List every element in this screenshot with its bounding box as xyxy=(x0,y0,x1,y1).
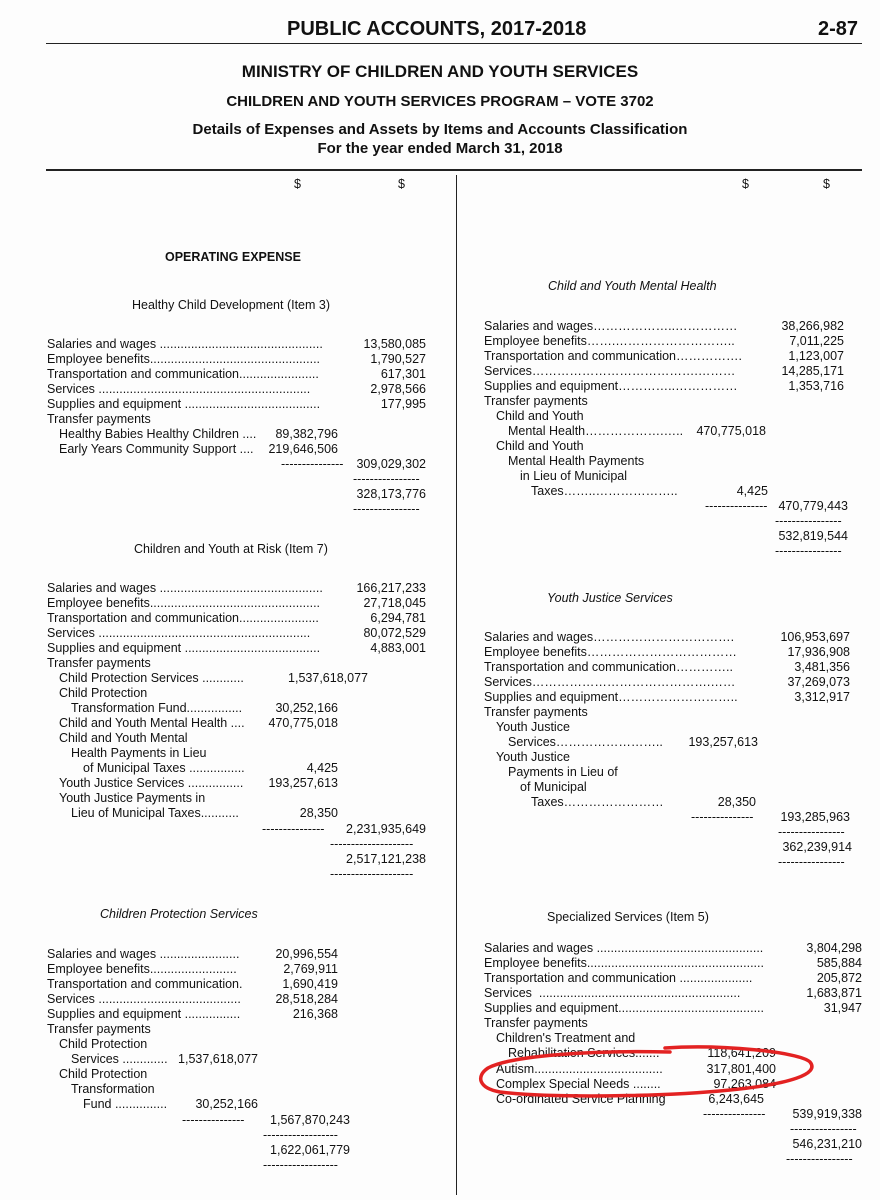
title-rule xyxy=(46,169,862,171)
dash-rule: ------------------ xyxy=(263,1128,338,1142)
transfer-label: Health Payments in Lieu xyxy=(71,746,207,760)
line-label: Salaries and wages ............................................... xyxy=(47,337,323,351)
line-value: 1,790,527 xyxy=(370,352,426,366)
transfer-value: 1,537,618,077 xyxy=(178,1052,258,1066)
line-label: Salaries and wages………………..…………… xyxy=(484,319,738,333)
transfer-value: 193,257,613 xyxy=(688,735,758,749)
line-value: 4,883,001 xyxy=(370,641,426,655)
line-value: 1,690,419 xyxy=(282,977,338,991)
transfer-label: Autism..................................... xyxy=(496,1062,663,1076)
dash-rule: --------------- xyxy=(262,822,325,836)
section-heading: Specialized Services (Item 5) xyxy=(547,910,709,924)
section-heading: Healthy Child Development (Item 3) xyxy=(132,298,330,312)
transfer-label: Services ............. xyxy=(71,1052,168,1066)
transfer-value: 317,801,400 xyxy=(706,1062,776,1076)
transfer-label: Youth Justice Services ................ xyxy=(59,776,244,790)
transfer-value: 470,775,018 xyxy=(696,424,766,438)
line-label: Employee benefits................................................. xyxy=(47,596,321,610)
transfer-label: Fund ............... xyxy=(83,1097,168,1111)
transfer-label: Taxes…………………… xyxy=(531,795,664,809)
line-value: 80,072,529 xyxy=(363,626,426,640)
section-heading: Children Protection Services xyxy=(100,907,258,921)
line-label: Services ............................................................. xyxy=(47,626,311,640)
subtotal-value: 539,919,338 xyxy=(792,1107,862,1121)
transfer-label: Payments in Lieu of xyxy=(508,765,618,779)
transfer-label: Youth Justice Payments in xyxy=(59,791,206,805)
line-value: 14,285,171 xyxy=(781,364,844,378)
transfer-label: Early Years Community Support .... xyxy=(59,442,254,456)
transfer-value: 97,263,084 xyxy=(713,1077,776,1091)
currency-label: $ xyxy=(398,177,405,191)
column-divider xyxy=(456,175,457,1195)
transfer-payments-label: Transfer payments xyxy=(47,656,151,670)
transfer-label: of Municipal xyxy=(520,780,587,794)
transfer-value: 30,252,166 xyxy=(275,701,338,715)
line-value: 205,872 xyxy=(816,971,862,985)
header-rule xyxy=(46,43,862,44)
transfer-label: Child and Youth Mental Health .... xyxy=(59,716,245,730)
transfer-value: 1,537,618,077 xyxy=(288,671,368,685)
line-label: Salaries and wages ............................................... xyxy=(47,581,323,595)
line-label: Transportation and communication....................... xyxy=(47,367,319,381)
line-value: 17,936,908 xyxy=(787,645,850,659)
transfer-value: 30,252,166 xyxy=(195,1097,258,1111)
dash-rule: ---------------- xyxy=(775,514,842,528)
transfer-label: of Municipal Taxes ................ xyxy=(83,761,245,775)
line-value: 2,978,566 xyxy=(370,382,426,396)
currency-label: $ xyxy=(294,177,301,191)
transfer-label: Youth Justice xyxy=(496,720,570,734)
line-value: 1,123,007 xyxy=(788,349,844,363)
line-label: Transportation and communication. xyxy=(47,977,243,991)
transfer-payments-label: Transfer payments xyxy=(47,1022,151,1036)
subtotal-value: 309,029,302 xyxy=(356,457,426,471)
line-value: 166,217,233 xyxy=(356,581,426,595)
total-value: 532,819,544 xyxy=(778,529,848,543)
line-value: 27,718,045 xyxy=(363,596,426,610)
operating-expense-heading: OPERATING EXPENSE xyxy=(165,250,301,264)
line-label: Services ......................................... xyxy=(47,992,241,1006)
transfer-value: 193,257,613 xyxy=(268,776,338,790)
transfer-label: Transformation Fund................ xyxy=(71,701,243,715)
line-value: 7,011,225 xyxy=(789,334,844,348)
dash-rule: --------------- xyxy=(182,1113,245,1127)
transfer-label: in Lieu of Municipal xyxy=(520,469,628,483)
line-value: 216,368 xyxy=(292,1007,338,1021)
transfer-label: Mental Health Payments xyxy=(508,454,645,468)
line-label: Supplies and equipment ....................................... xyxy=(47,397,321,411)
transfer-label: Healthy Babies Healthy Children .... xyxy=(59,427,257,441)
line-value: 177,995 xyxy=(380,397,426,411)
line-label: Supplies and equipment.......................................... xyxy=(484,1001,764,1015)
line-value: 28,518,284 xyxy=(275,992,338,1006)
report-title: PUBLIC ACCOUNTS, 2017-2018 xyxy=(287,18,587,40)
line-label: Employee benefits................................................. xyxy=(47,352,321,366)
transfer-label: Complex Special Needs ........ xyxy=(496,1077,661,1091)
transfer-value: 28,350 xyxy=(299,806,338,820)
line-value: 37,269,073 xyxy=(787,675,850,689)
total-value: 362,239,914 xyxy=(782,840,852,854)
line-label: Supplies and equipment……………………….. xyxy=(484,690,738,704)
line-label: Salaries and wages……………………………. xyxy=(484,630,735,644)
transfer-payments-label: Transfer payments xyxy=(484,1016,588,1030)
transfer-value: 28,350 xyxy=(717,795,756,809)
currency-label: $ xyxy=(742,177,749,191)
dash-rule: -------------------- xyxy=(330,837,414,851)
line-label: Transportation and communication ..................... xyxy=(484,971,753,985)
line-value: 617,301 xyxy=(380,367,426,381)
line-label: Supplies and equipment…………..…………… xyxy=(484,379,738,393)
total-value: 546,231,210 xyxy=(792,1137,862,1151)
transfer-label: Youth Justice xyxy=(496,750,570,764)
dash-rule: --------------- xyxy=(703,1107,766,1121)
transfer-label: Taxes……..……………….. xyxy=(531,484,678,498)
section-heading: Youth Justice Services xyxy=(547,591,673,605)
line-value: 3,481,356 xyxy=(794,660,850,674)
dash-rule: --------------- xyxy=(691,810,754,824)
line-value: 38,266,982 xyxy=(781,319,844,333)
total-value: 1,622,061,779 xyxy=(270,1143,350,1157)
line-label: Transportation and communication....................... xyxy=(47,611,319,625)
subtotal-value: 2,231,935,649 xyxy=(346,822,426,836)
transfer-label: Children's Treatment and xyxy=(496,1031,636,1045)
transfer-value: 4,425 xyxy=(736,484,768,498)
dash-rule: ---------------- xyxy=(353,472,420,486)
transfer-value: 219,646,506 xyxy=(268,442,338,456)
dash-rule: ------------------ xyxy=(263,1158,338,1172)
line-value: 20,996,554 xyxy=(275,947,338,961)
subtitle-details: Details of Expenses and Assets by Items and Accounts Classification xyxy=(192,121,688,138)
transfer-label: Child and Youth xyxy=(496,409,584,423)
transfer-payments-label: Transfer payments xyxy=(484,705,588,719)
dash-rule: ---------------- xyxy=(778,825,845,839)
line-label: Employee benefits…….……………………….. xyxy=(484,334,735,348)
transfer-label: Lieu of Municipal Taxes........... xyxy=(71,806,239,820)
page-number: 2-87 xyxy=(818,18,859,40)
line-value: 3,804,298 xyxy=(806,941,862,955)
ministry-title: MINISTRY OF CHILDREN AND YOUTH SERVICES xyxy=(241,62,639,81)
section-heading: Child and Youth Mental Health xyxy=(548,279,717,293)
line-label: Services………………………………….……… xyxy=(484,364,736,378)
line-label: Employee benefits................................................... xyxy=(484,956,764,970)
dash-rule: ---------------- xyxy=(786,1152,853,1166)
line-value: 1,353,716 xyxy=(788,379,844,393)
line-label: Transportation and communication……………. xyxy=(484,349,742,363)
transfer-label: Mental Health……………….….. xyxy=(508,424,684,438)
program-title: CHILDREN AND YOUTH SERVICES PROGRAM – VOTE 3702 xyxy=(226,93,654,110)
transfer-label: Child Protection xyxy=(59,1037,148,1051)
line-label: Employee benefits......................... xyxy=(47,962,237,976)
line-value: 13,580,085 xyxy=(363,337,426,351)
transfer-label: Rehabilitation Services....... xyxy=(508,1046,660,1060)
dash-rule: --------------- xyxy=(281,457,344,471)
line-value: 585,884 xyxy=(816,956,862,970)
transfer-value: 6,243,645 xyxy=(708,1092,764,1106)
currency-label: $ xyxy=(823,177,830,191)
line-value: 2,769,911 xyxy=(283,962,338,976)
line-value: 1,683,871 xyxy=(806,986,862,1000)
transfer-value: 470,775,018 xyxy=(268,716,338,730)
line-value: 106,953,697 xyxy=(780,630,850,644)
subtotal-value: 193,285,963 xyxy=(780,810,850,824)
line-value: 31,947 xyxy=(823,1001,862,1015)
subtotal-value: 1,567,870,243 xyxy=(270,1113,350,1127)
line-label: Salaries and wages ....................... xyxy=(47,947,240,961)
subtitle-year: For the year ended March 31, 2018 xyxy=(317,140,563,157)
transfer-label: Child Protection xyxy=(59,1067,148,1081)
line-label: Supplies and equipment ....................................... xyxy=(47,641,321,655)
line-label: Employee benefits……………………………… xyxy=(484,645,737,659)
section-heading: Children and Youth at Risk (Item 7) xyxy=(134,542,328,556)
line-label: Services…………………………………….…… xyxy=(484,675,736,689)
dash-rule: ---------------- xyxy=(775,544,842,558)
transfer-label: Co-ordinated Service Planning xyxy=(496,1092,666,1106)
total-value: 328,173,776 xyxy=(356,487,426,501)
dash-rule: -------------------- xyxy=(330,867,414,881)
transfer-value: 118,641,209 xyxy=(707,1046,776,1060)
dash-rule: ---------------- xyxy=(778,855,845,869)
line-label: Supplies and equipment ................ xyxy=(47,1007,241,1021)
transfer-label: Services…………………….. xyxy=(508,735,663,749)
transfer-label: Child and Youth Mental xyxy=(59,731,188,745)
line-value: 3,312,917 xyxy=(794,690,850,704)
annotation-ellipse xyxy=(470,1040,830,1110)
line-label: Services ............................................................. xyxy=(47,382,311,396)
line-value: 6,294,781 xyxy=(370,611,426,625)
transfer-label: Transformation xyxy=(71,1082,155,1096)
dash-rule: ---------------- xyxy=(790,1122,857,1136)
transfer-payments-label: Transfer payments xyxy=(47,412,151,426)
subtotal-value: 470,779,443 xyxy=(778,499,848,513)
line-label: Transportation and communication………….. xyxy=(484,660,733,674)
transfer-payments-label: Transfer payments xyxy=(484,394,588,408)
line-label: Salaries and wages ................................................ xyxy=(484,941,764,955)
transfer-label: Child Protection xyxy=(59,686,148,700)
transfer-value: 89,382,796 xyxy=(275,427,338,441)
dash-rule: ---------------- xyxy=(353,502,420,516)
transfer-label: Child Protection Services ............ xyxy=(59,671,244,685)
dash-rule: --------------- xyxy=(705,499,768,513)
transfer-value: 4,425 xyxy=(306,761,338,775)
transfer-label: Child and Youth xyxy=(496,439,584,453)
total-value: 2,517,121,238 xyxy=(346,852,426,866)
line-label: Services .......................................................... xyxy=(484,986,741,1000)
